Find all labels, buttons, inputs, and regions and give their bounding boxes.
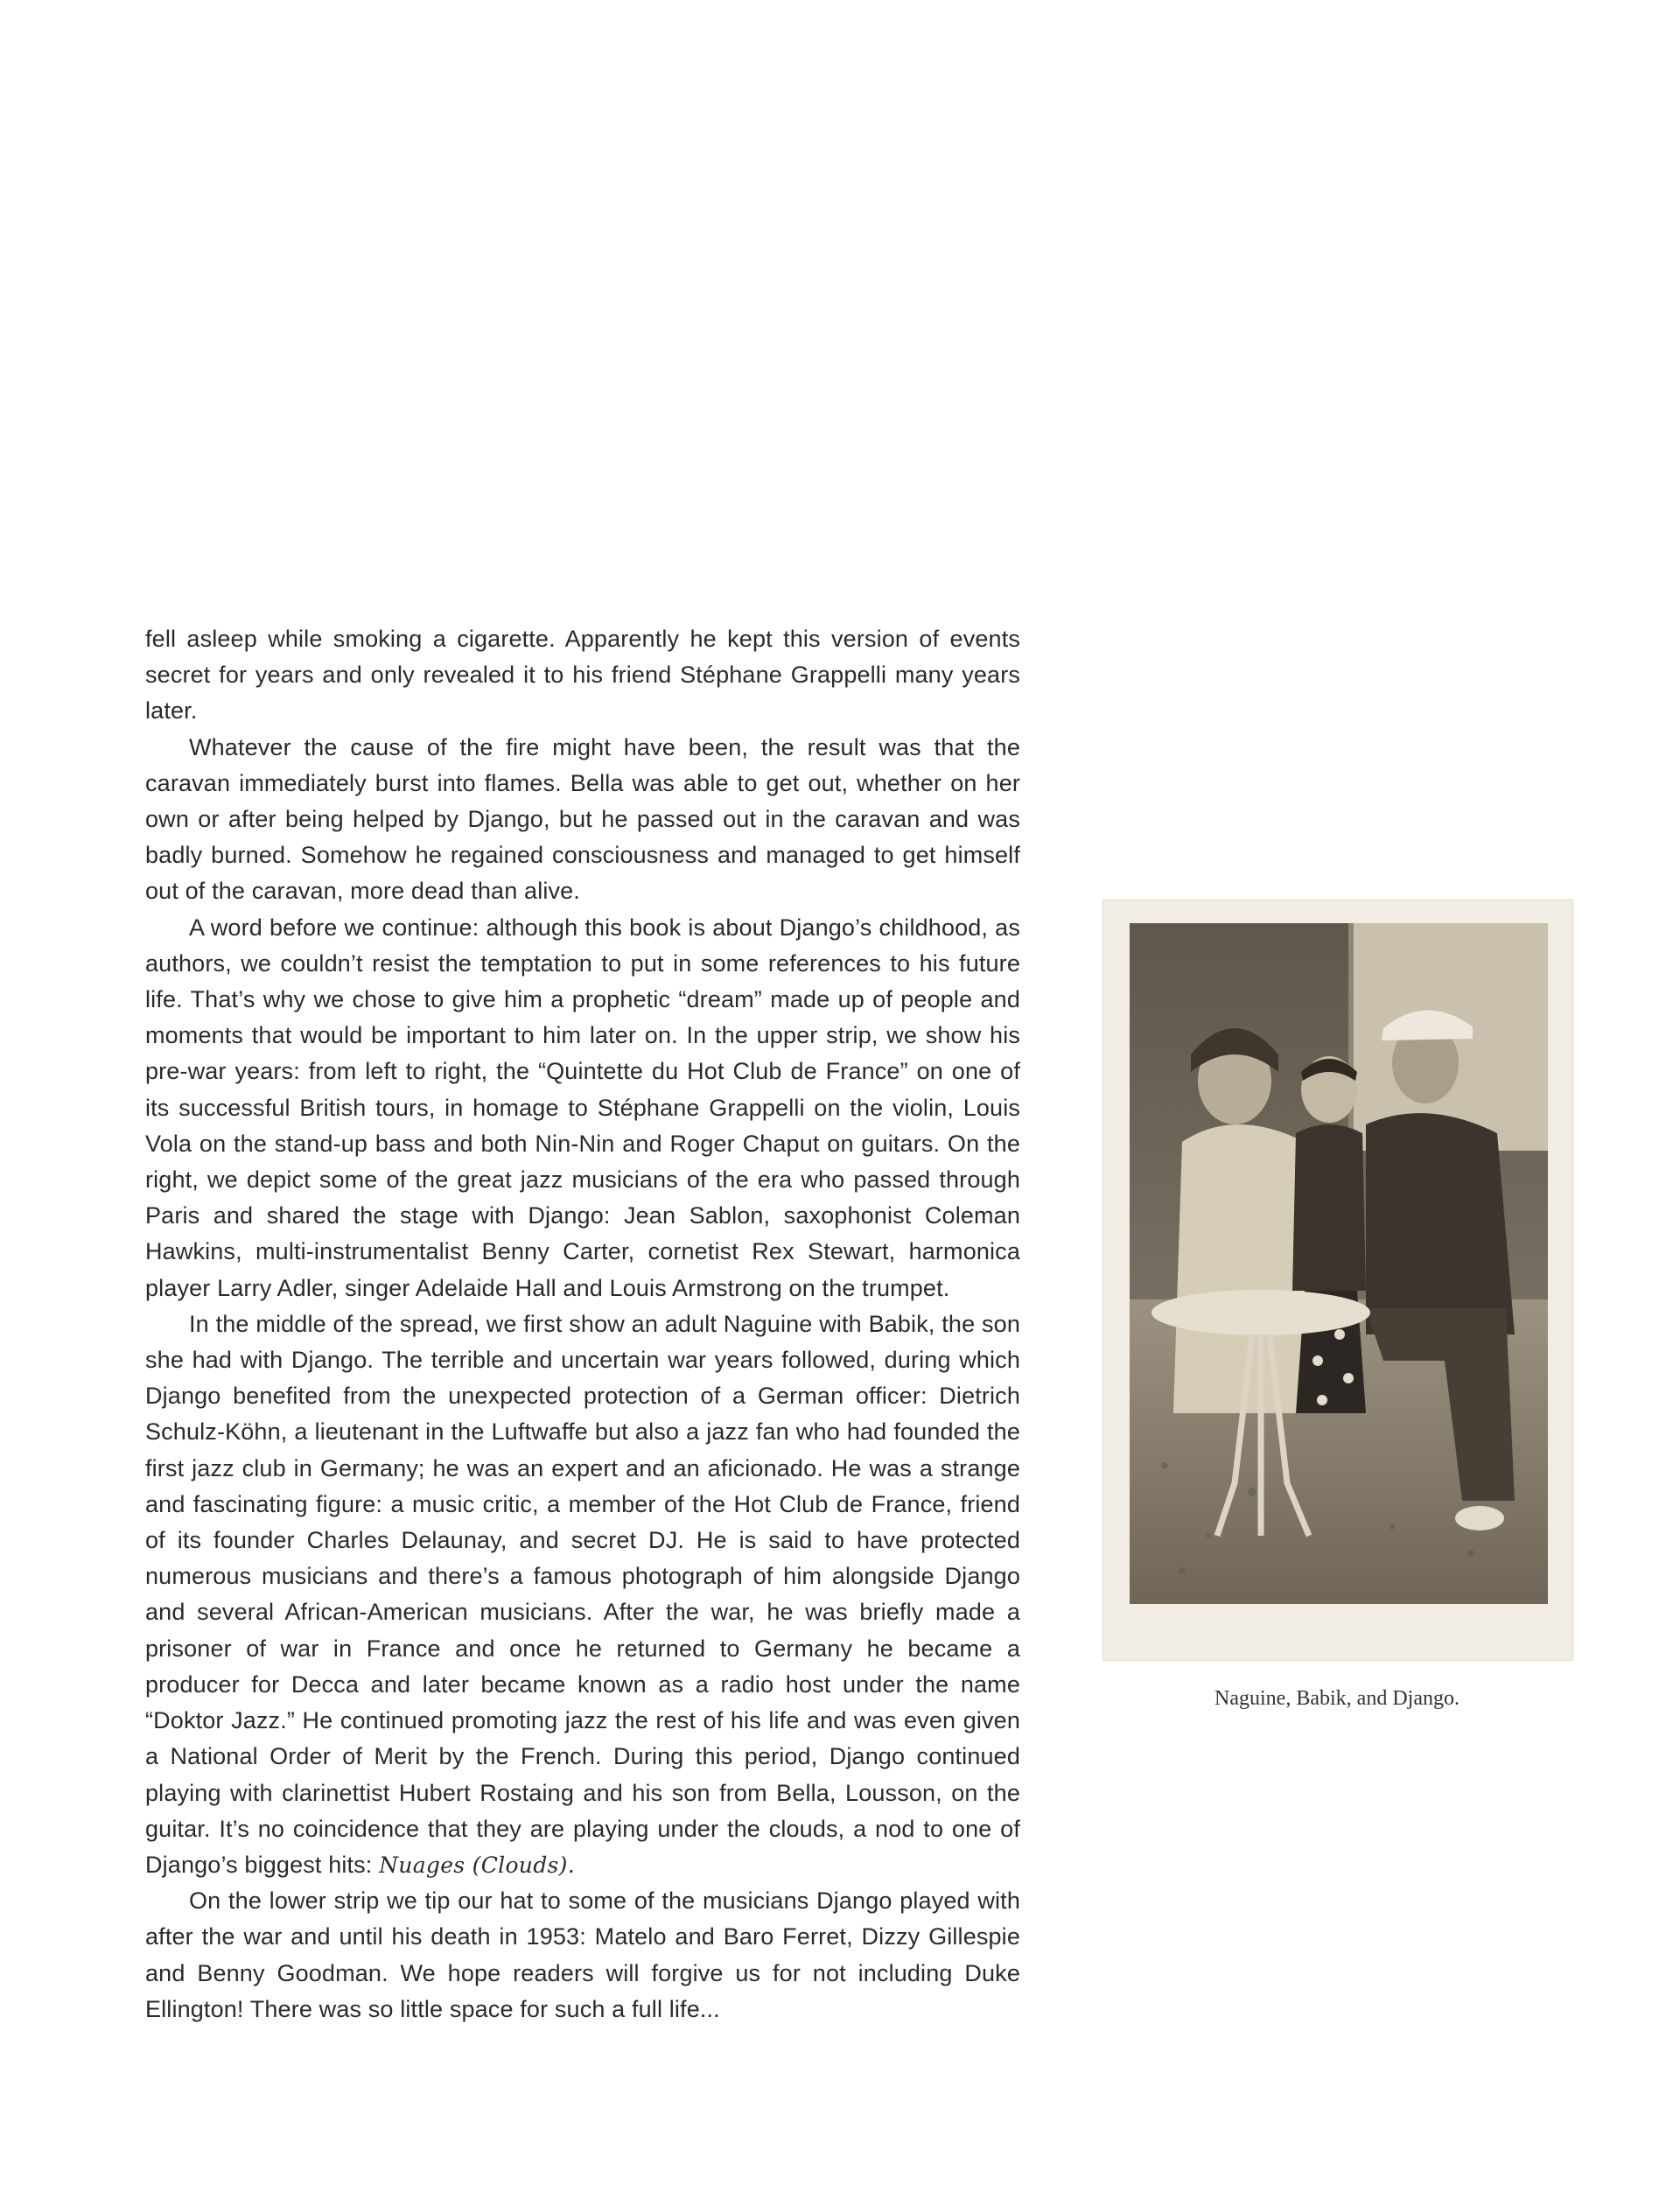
- paragraph-4-text: In the middle of the spread, we first show an adult Naguine with Babik, the son she had with Django. The terrible and uncertain war years followed, during which Django benefited from the unexpected protection of a German officer: Dietrich Schulz-Köhn, a lieutenant in the Luftwaffe but also a jazz fan who had founded the first jazz club in Germany; he was an expert and an aficionado. He was a strange and fascinating figure: a music critic, a member of the Hot Club de France, friend of its founder Charles Delaunay, and secret DJ. He is said to have protected numerous musicians and there’s a famous photograph of him alongside Django and several African-American musicians. After the war, he was briefly made a prisoner of war in France and once he returned to Germany he became a producer for Decca and later became known as a radio host under the name “Doktor Jazz.” He continued promoting jazz the rest of his life and was even given a National Order of Merit by the French. During this period, Django continued playing with clarinettist Hubert Rostaing and his son from Bella, Lousson, on the guitar. It’s no coincidence that they are playing under the clouds, a nod to one of Django’s biggest hits:: [145, 1310, 1020, 1878]
- family-photo: [1102, 900, 1573, 1661]
- photo-illustration: [1130, 923, 1548, 1604]
- paragraph-5: On the lower strip we tip our hat to some of the musicians Django played with after the war and until his death in 1953: Matelo and Baro Ferret, Dizzy Gillespie and Benny Goodman. We hope readers will forgive us for not including Duke Ellington! There was so little space for such a full life...: [145, 1887, 1020, 2022]
- song-title: Nuages (Clouds).: [379, 1852, 575, 1878]
- body-text: [145, 621, 1020, 2027]
- paragraph-4: [145, 1306, 1020, 1883]
- paragraph-3: A word before we continue: although this book is about Django’s childhood, as authors, we couldn’t resist the temptation to put in some references to his future life. That’s why we chose to give him a prophetic “dream” made up of people and moments that would be important to him later on. In the upper strip, we show his pre-war years: from left to right, the “Quintette du Hot Club de France” on one of its successful British tours, in homage to Stéphane Grappelli on the violin, Louis Vola on the stand-up bass and both Nin-Nin and Roger Chaput on guitars. On the right, we depict some of the great jazz musicians of the era who passed through Paris and shared the stage with Django: Jean Sablon, saxophonist Coleman Hawkins, multi-instrumentalist Benny Carter, cornetist Rex Stewart, harmonica player Larry Adler, singer Adelaide Hall and Louis Armstrong on the trumpet.: [145, 914, 1020, 1301]
- paragraph-2: Whatever the cause of the fire might have been, the result was that the caravan immediately burst into flames. Bella was able to get out, whether on her own or after being helped by Django, but he passed out in the caravan and was badly burned. Somehow he regained consciousness and managed to get himself out of the caravan, more dead than alive.: [145, 733, 1020, 905]
- paragraph-1: fell asleep while smoking a cigarette. Apparently he kept this version of events secret for years and only revealed it to his friend Stéphane Grappelli many years later.: [145, 626, 1020, 725]
- photo-image: [1130, 923, 1548, 1604]
- photo-caption: Naguine, Babik, and Django.: [1214, 1687, 1460, 1710]
